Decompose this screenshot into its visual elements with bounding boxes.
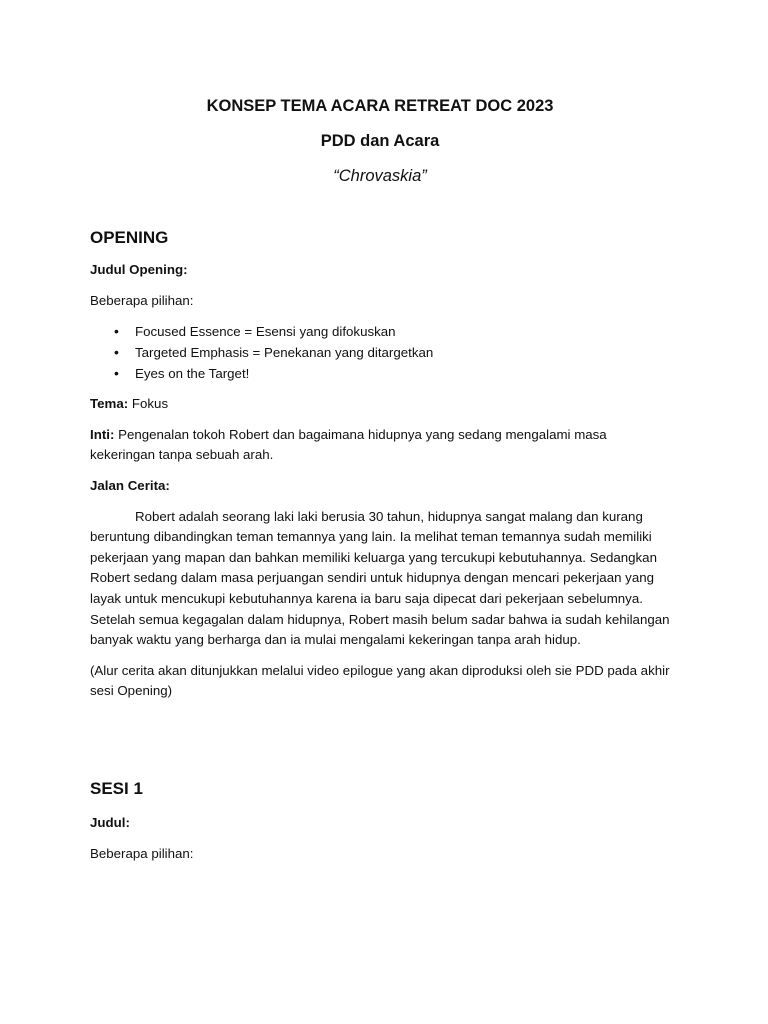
opening-options-list [90, 321, 670, 384]
opening-tema [90, 394, 670, 415]
opening-story: Robert adalah seorang laki laki berusia 30 tahun, hidupnya sangat malang dan kurang beruntung dibandingkan teman temannya yang lain. Ia melihat teman temannya sudah memiliki pekerjaan yang mapan dan bahkan memiliki keluarga yang tercukupi kebutuhannya. Sedangkan Robert sedang dalam masa perjuangan sendiri untuk hidupnya dengan mencari pekerjaan yang layak untuk mencukupi kebutuhannya karena ia baru saja dipecat dari pekerjaan sebelumnya. Setelah semua kegagalan dalam hidupnya, Robert masih belum sadar bahwa ia sudah kehilangan banyak waktu yang berharga dan ia mulai mengalami kekeringan tanpa arah hidup. [90, 508, 670, 648]
opening-jalan-cerita-label: Jalan Cerita: [90, 477, 170, 493]
sesi1-heading: SESI 1 [90, 778, 143, 798]
sesi1-judul-label: Judul: [90, 814, 130, 830]
list-item: • Focused Essence = Esensi yang difokuskan [90, 321, 670, 342]
list-item: • Eyes on the Target! [90, 363, 670, 384]
sesi1-options-intro: Beberapa pilihan: [90, 845, 194, 861]
opening-inti [90, 425, 670, 466]
opening-judul-label: Judul Opening: [90, 262, 188, 277]
tema-label: Tema: [90, 396, 129, 412]
opening-heading: OPENING [90, 228, 169, 247]
document-subtitle: PDD dan Acara [320, 132, 440, 150]
opening-options-intro: Beberapa pilihan: [90, 292, 194, 308]
opening-note: (Alur cerita akan ditunjukkan melalui video epilogue yang akan diproduksi oleh sie PDD pada akhir sesi Opening) [90, 662, 670, 699]
document-title: KONSEP TEMA ACARA RETREAT DOC 2023 [206, 97, 554, 115]
theme-name: “Chrovaskia” [333, 167, 427, 185]
document-page [90, 94, 670, 864]
inti-label: Inti: [90, 426, 115, 442]
tema-value: Fokus [128, 396, 169, 412]
list-item: • Targeted Emphasis = Penekanan yang ditargetkan [90, 342, 670, 363]
inti-value: Pengenalan tokoh Robert dan bagaimana hidupnya yang sedang mengalami masa kekeringan tanpa sebuah arah. [90, 426, 607, 463]
